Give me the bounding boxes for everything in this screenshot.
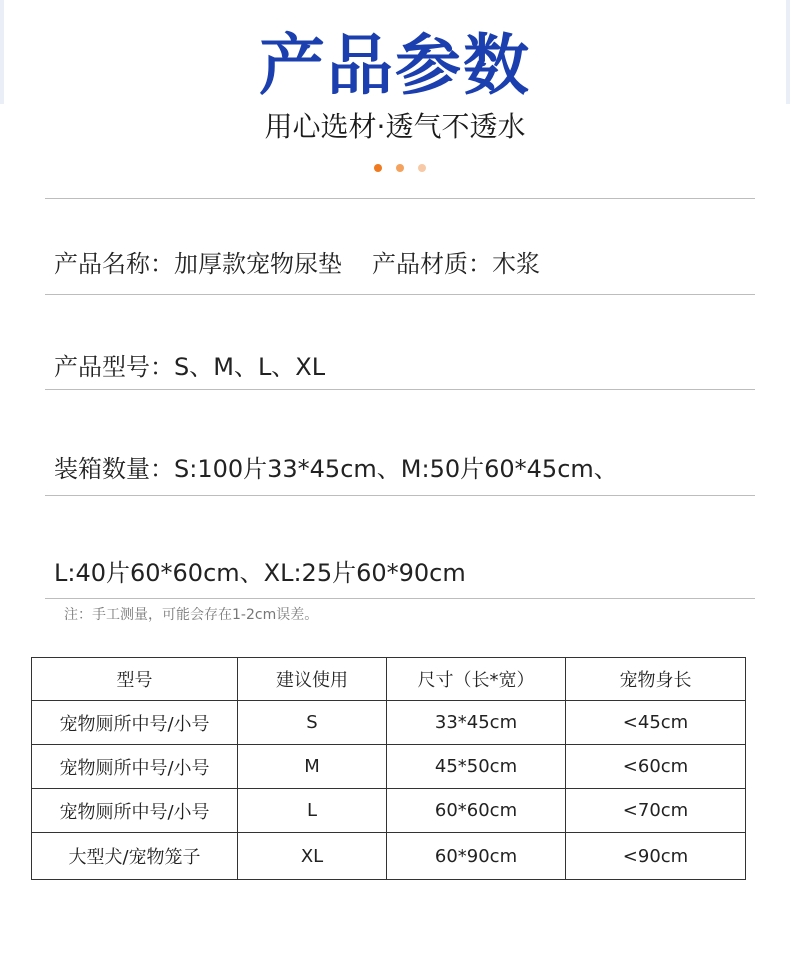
product-name-label: 产品名称： xyxy=(54,250,174,278)
cell-recommended: M xyxy=(238,745,387,789)
decorative-dots xyxy=(374,164,434,172)
table-row xyxy=(32,701,746,745)
divider xyxy=(45,495,755,496)
product-material-label: 产品材质： xyxy=(372,250,492,278)
cell-size: 45*50cm xyxy=(387,745,566,789)
cell-size: 33*45cm xyxy=(387,701,566,745)
cell-model: 宠物厕所中号/小号 xyxy=(32,745,238,789)
product-material-value: 木浆 xyxy=(492,250,540,278)
divider xyxy=(45,598,755,599)
table-header-row xyxy=(32,658,746,701)
spec-packing-line xyxy=(54,453,618,485)
divider xyxy=(45,198,755,199)
cell-model: 宠物厕所中号/小号 xyxy=(32,789,238,833)
header-cell-model: 型号 xyxy=(32,658,238,701)
cell-pet-length: <90cm xyxy=(566,833,746,880)
header-cell-pet-length: 宠物身长 xyxy=(566,658,746,701)
product-model-label: 产品型号： xyxy=(54,353,174,381)
packing-quantity-label: 装箱数量： xyxy=(54,455,174,483)
divider xyxy=(45,294,755,295)
cell-recommended: L xyxy=(238,789,387,833)
table-row xyxy=(32,789,746,833)
product-name-value: 加厚款宠物尿垫 xyxy=(174,250,342,278)
cell-size: 60*90cm xyxy=(387,833,566,880)
page-title: 产品参数 xyxy=(259,27,531,104)
table-row xyxy=(32,833,746,880)
cell-pet-length: <70cm xyxy=(566,789,746,833)
product-model-value: S、M、L、XL xyxy=(174,353,326,381)
size-table xyxy=(31,657,746,880)
header-cell-recommended: 建议使用 xyxy=(238,658,387,701)
cell-model: 宠物厕所中号/小号 xyxy=(32,701,238,745)
page-subtitle: 用心选材·透气不透水 xyxy=(264,110,526,143)
spec-name-material-line xyxy=(54,248,540,280)
dot-icon xyxy=(418,164,426,172)
dot-icon xyxy=(396,164,404,172)
cell-recommended: XL xyxy=(238,833,387,880)
divider xyxy=(45,389,755,390)
spec-model-line xyxy=(54,351,325,383)
cell-recommended: S xyxy=(238,701,387,745)
cell-model: 大型犬/宠物笼子 xyxy=(32,833,238,880)
dot-icon xyxy=(374,164,382,172)
measurement-note: 注：手工测量，可能会存在1-2cm误差。 xyxy=(64,607,319,623)
table-row xyxy=(32,745,746,789)
cell-size: 60*60cm xyxy=(387,789,566,833)
spec-packing-line-2: L:40片60*60cm、XL:25片60*90cm xyxy=(54,559,466,587)
header-cell-size: 尺寸（长*宽） xyxy=(387,658,566,701)
packing-quantity-value: S:100片33*45cm、M:50片60*45cm、 xyxy=(174,455,618,483)
cell-pet-length: <60cm xyxy=(566,745,746,789)
cell-pet-length: <45cm xyxy=(566,701,746,745)
